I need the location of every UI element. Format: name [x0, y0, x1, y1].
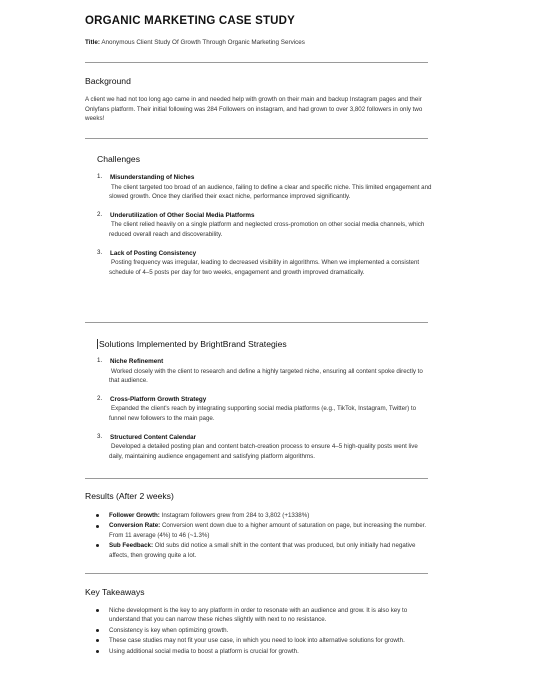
solutions-list: [97, 357, 432, 471]
result-text: Conversion went down due to a higher amount of saturation on page, but increasing the number. From 11 average (4%) to 46 (~1.3%): [109, 522, 427, 539]
takeaway-item: [96, 636, 432, 645]
bullet-icon: [96, 650, 99, 653]
item-title: Underutilization of Other Social Media Platforms: [110, 211, 255, 219]
takeaway-text: Consistency is key when optimizing growth.: [109, 626, 229, 634]
bullet-icon: [96, 525, 99, 528]
document-subtitle: [85, 39, 305, 46]
section-divider: [85, 322, 428, 323]
section-divider: [85, 478, 428, 479]
item-title: Lack of Posting Consistency: [110, 249, 197, 257]
results-heading: Results (After 2 weeks): [85, 491, 174, 501]
item-description: Developed a detailed posting plan and content batch-creation process to ensure 4–5 high-quality posts went live daily, maintaining audience engagement and satisfying platform algorithms.: [109, 443, 418, 460]
solutions-heading: Solutions Implemented by BrightBrand Strategies: [99, 339, 287, 349]
result-item: [96, 511, 432, 520]
bullet-icon: [96, 629, 99, 632]
item-title: Structured Content Calendar: [110, 433, 197, 441]
takeaway-item: [96, 606, 432, 625]
subtitle-text: Anonymous Client Study Of Growth Through Organic Marketing Services: [101, 39, 305, 46]
takeaway-item: [96, 647, 432, 656]
background-heading: Background: [85, 76, 131, 86]
item-number: 3.: [97, 432, 103, 440]
challenge-item: [97, 249, 432, 277]
bullet-icon: [96, 609, 99, 612]
result-label: Follower Growth:: [109, 512, 160, 519]
result-label: Sub Feedback:: [109, 542, 154, 550]
section-divider: [85, 138, 428, 139]
item-description: Worked closely with the client to research and define a highly targeted niche, ensuring all content spoke directly to that audience.: [109, 367, 423, 384]
takeaways-heading: Key Takeaways: [85, 587, 145, 597]
item-description: Expanded the client's reach by integrating supporting social media platforms (e.g., TikTok, Instagram, Twitter) to funnel new followers to the main page.: [109, 405, 417, 422]
takeaway-item: [96, 626, 432, 635]
solution-item: [97, 433, 432, 461]
item-description: Posting frequency was irregular, leading to decreased visibility in algorithms. When we implemented a consistent schedule of 4–5 posts per day for two weeks, engagement and growth improved dramatically.: [109, 259, 420, 276]
subtitle-label: Title:: [85, 39, 100, 46]
section-divider: [85, 573, 428, 574]
takeaway-text: Using additional social media to boost a platform is crucial for growth.: [109, 647, 299, 655]
result-item: [96, 521, 432, 540]
item-title: Niche Refinement: [110, 358, 164, 365]
solution-item: [97, 395, 432, 423]
challenges-list: [97, 173, 432, 287]
text-cursor: [97, 339, 98, 349]
challenge-item: [97, 173, 432, 201]
results-list: [96, 511, 432, 561]
item-description: The client relied heavily on a single platform and neglected cross-promotion on other social media channels, which reduced overall reach and discoverability.: [109, 221, 425, 238]
result-label: Conversion Rate:: [109, 522, 161, 530]
item-number: 2.: [97, 394, 103, 402]
item-description: The client targeted too broad of an audience, failing to define a clear and specific niche. This limited engagement and slowed growth. Once they clarified their exact niche, performance improved significantly.: [109, 183, 432, 200]
background-text: A client we had not too long ago came in and needed help with growth on their main and backup Instagram pages and their Onlyfans platform. Their initial following was 284 Followers on instagram, and had grown to over 3,802 followers in only two weeks!: [85, 96, 423, 122]
item-title: Misunderstanding of Niches: [110, 174, 195, 181]
item-title: Cross-Platform Growth Strategy: [110, 395, 207, 403]
result-text: Old subs did notice a small shift in the content that was produced, but only initially had negative affects, then growing quite a lot.: [109, 542, 416, 559]
takeaway-text: Niche development is the key to any platform in order to resonate with an audience and grow. It is also key to understand that you can narrow these niches slightly with next to no resistance.: [109, 607, 408, 624]
result-item: [96, 541, 432, 560]
section-divider: [85, 62, 428, 63]
solution-item: [97, 357, 432, 385]
item-number: 3.: [97, 248, 103, 256]
result-text: Instagram followers grew from 284 to 3,802 (+1338%): [159, 512, 310, 519]
item-number: 1.: [97, 357, 103, 364]
item-number: 1.: [97, 173, 103, 180]
bullet-icon: [96, 544, 99, 547]
takeaways-list: [96, 606, 432, 657]
takeaway-text: These case studies may not fit your use case, in which you need to look into alternative solutions for growth.: [109, 637, 405, 645]
challenges-heading: Challenges: [97, 154, 140, 164]
bullet-icon: [96, 639, 99, 642]
document-title: ORGANIC MARKETING CASE STUDY: [85, 15, 296, 27]
challenge-item: [97, 211, 432, 239]
item-number: 2.: [97, 210, 103, 218]
bullet-icon: [96, 514, 99, 517]
